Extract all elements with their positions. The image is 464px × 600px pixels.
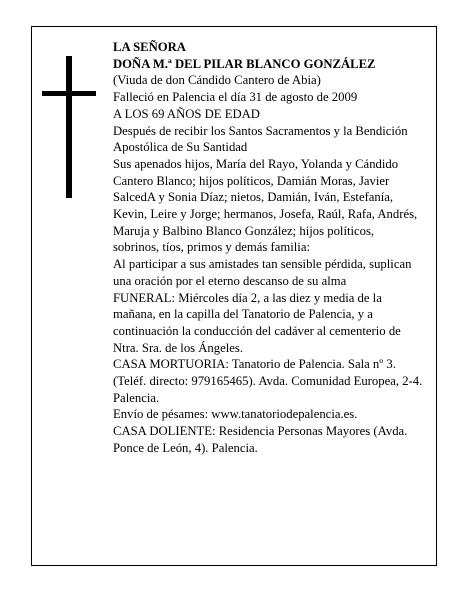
widow-line: (Viuda de don Cándido Cantero de Abia) [113, 73, 321, 88]
cross-horizontal-bar [42, 91, 96, 96]
death-line: Falleció en Palencia el día 31 de agosto de 2009 [113, 90, 358, 105]
sacraments-paragraph: Después de recibir los Santos Sacramentos y la Bendición Apostólica de Su Santidad [113, 123, 408, 155]
condolences-line: Envío de pésames: www.tanatoriodepalencia.es. [113, 407, 358, 422]
funeral-paragraph: FUNERAL: Miércoles día 2, a las diez y media de la mañana, en la capilla del Tanatorio de Palencia, y a continuación la conducción del cadáver al cementerio de Ntra. Sra. de los Ángeles. [113, 290, 401, 355]
cross-vertical-bar [66, 56, 72, 198]
obituary-text [113, 39, 423, 457]
age-line: A LOS 69 AÑOS DE EDAD [113, 106, 260, 121]
deceased-name: DOÑA M.ª DEL PILAR BLANCO GONZÁLEZ [113, 56, 376, 71]
mortuary-paragraph: CASA MORTUORIA: Tanatorio de Palencia. Sala nº 3. (Teléf. directo: 979165465). Avda. Comunidad Europea, 2-4. Palencia. [113, 357, 423, 405]
mourning-house-paragraph: CASA DOLIENTE: Residencia Personas Mayores (Avda. Ponce de León, 4). Palencia. [113, 424, 408, 455]
notice-title: LA SEÑORA [113, 40, 186, 54]
family-paragraph: Sus apenados hijos, María del Rayo, Yolanda y Cándido Cantero Blanco; hijos políticos, Damián Moras, Javier SalcedA y Sonia Díaz; nietos, Damián, Iván, Estefanía, Kevin, Leire y Jorge; hermanos, Josefa, Raúl, Rafa, Andrés, Maruja y Balbino Blanco González; hijos políticos, sobrinos, tíos, primos y demás familia: [113, 156, 418, 255]
request-paragraph: Al participar a sus amistades tan sensible pérdida, suplican una oración por el eterno descanso de su alma [113, 257, 412, 288]
